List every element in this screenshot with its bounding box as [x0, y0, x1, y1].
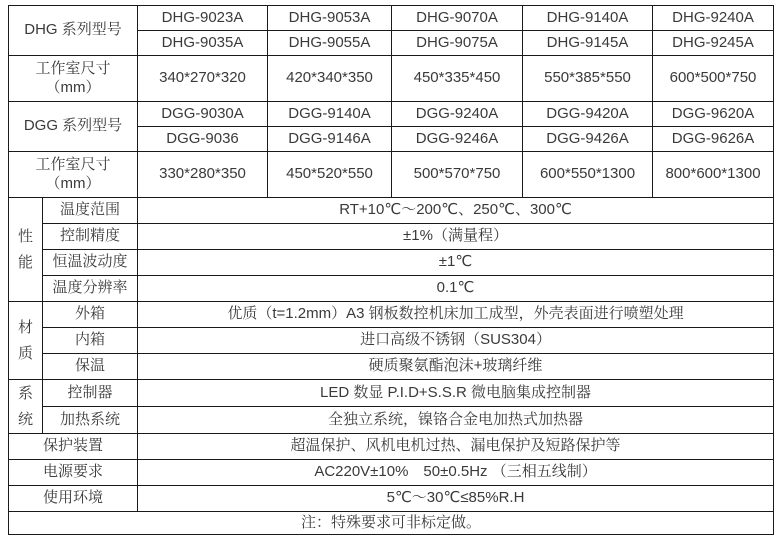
- dhg-size-cell: 340*270*320: [138, 56, 268, 102]
- dhg-model-cell: DHG-9035A: [138, 31, 268, 56]
- spec-value-cell: 进口高级不锈钢（SUS304）: [138, 328, 774, 354]
- dgg-size-cell: 600*550*1300: [523, 152, 653, 198]
- dgg-model-cell: DGG-9146A: [268, 127, 392, 152]
- note-text: 注：特殊要求可非标定做。: [9, 512, 774, 535]
- system-group-text: 系统: [17, 385, 33, 428]
- dgg-size-cell: 330*280*350: [138, 152, 268, 198]
- material-row: [9, 302, 774, 328]
- dhg-size-cell: 600*500*750: [653, 56, 774, 102]
- dhg-series-label: DHG 系列型号: [9, 6, 138, 56]
- protection-row: [9, 434, 774, 460]
- spec-value-cell: RT+10℃～200℃、250℃、300℃: [138, 198, 774, 224]
- dgg-series-label: DGG 系列型号: [9, 102, 138, 152]
- dgg-size-label: [9, 152, 138, 198]
- dgg-model-cell: DGG-9246A: [392, 127, 523, 152]
- dhg-model-cell: DHG-9023A: [138, 6, 268, 31]
- spec-label-cell: 控制器: [43, 380, 138, 407]
- material-group-label: [9, 302, 43, 380]
- dhg-size-label: [9, 56, 138, 102]
- dhg-model-cell: DHG-9140A: [523, 6, 653, 31]
- dgg-model-cell: DGG-9620A: [653, 102, 774, 127]
- size-label-line2: （mm）: [45, 78, 101, 96]
- spec-label-cell: 控制精度: [43, 224, 138, 250]
- performance-row: [9, 224, 774, 250]
- dhg-model-cell: DHG-9075A: [392, 31, 523, 56]
- spec-value-cell: 超温保护、风机电机过热、漏电保护及短路保护等: [138, 434, 774, 460]
- size-label-line1: 工作室尺寸: [35, 155, 111, 173]
- dhg-size-row: [9, 56, 774, 102]
- dgg-model-cell: DGG-9030A: [138, 102, 268, 127]
- dhg-model-cell: DHG-9070A: [392, 6, 523, 31]
- dhg-model-cell: DHG-9245A: [653, 31, 774, 56]
- dgg-size-cell: 800*600*1300: [653, 152, 774, 198]
- spec-value-cell: ±1%（满量程）: [138, 224, 774, 250]
- size-label-line1: 工作室尺寸: [35, 59, 111, 77]
- material-row: [9, 328, 774, 354]
- power-row: [9, 460, 774, 486]
- dgg-model-cell: DGG-9036: [138, 127, 268, 152]
- performance-group-text: 性能: [17, 228, 33, 271]
- spec-value-cell: AC220V±10% 50±0.5Hz （三相五线制）: [138, 460, 774, 486]
- spec-label-cell: 温度分辨率: [43, 276, 138, 302]
- dgg-size-cell: 450*520*550: [268, 152, 392, 198]
- dgg-model-cell: DGG-9426A: [523, 127, 653, 152]
- spec-table: [8, 5, 774, 535]
- environment-row: [9, 486, 774, 512]
- spec-label-cell: 外箱: [43, 302, 138, 328]
- spec-label-cell: 保温: [43, 354, 138, 380]
- spec-label-cell: 加热系统: [43, 407, 138, 434]
- dgg-size-row: [9, 152, 774, 198]
- dgg-model-cell: DGG-9240A: [392, 102, 523, 127]
- dhg-size-cell: 550*385*550: [523, 56, 653, 102]
- spec-label-cell: 恒温波动度: [43, 250, 138, 276]
- spec-value-cell: ±1℃: [138, 250, 774, 276]
- performance-group-label: [9, 198, 43, 302]
- system-row: [9, 407, 774, 434]
- system-row: [9, 380, 774, 407]
- dgg-model-cell: DGG-9626A: [653, 127, 774, 152]
- dhg-size-cell: 450*335*450: [392, 56, 523, 102]
- dhg-size-cell: 420*340*350: [268, 56, 392, 102]
- performance-row: [9, 198, 774, 224]
- dgg-model-cell: DGG-9420A: [523, 102, 653, 127]
- performance-row: [9, 276, 774, 302]
- spec-value-cell: 硬质聚氨酯泡沫+玻璃纤维: [138, 354, 774, 380]
- spec-label-cell: 内箱: [43, 328, 138, 354]
- performance-row: [9, 250, 774, 276]
- dgg-models-row-1: [9, 102, 774, 127]
- spec-value-cell: 优质（t=1.2mm）A3 钢板数控机床加工成型，外壳表面进行喷塑处理: [138, 302, 774, 328]
- spec-label-cell: 温度范围: [43, 198, 138, 224]
- dgg-model-cell: DGG-9140A: [268, 102, 392, 127]
- dhg-model-cell: DHG-9145A: [523, 31, 653, 56]
- spec-value-cell: 5℃～30℃≤85%R.H: [138, 486, 774, 512]
- spec-value-cell: LED 数显 P.I.D+S.S.R 微电脑集成控制器: [138, 380, 774, 407]
- dhg-model-cell: DHG-9053A: [268, 6, 392, 31]
- dhg-model-cell: DHG-9055A: [268, 31, 392, 56]
- size-label-line2: （mm）: [45, 174, 101, 192]
- system-group-label: [9, 380, 43, 434]
- material-row: [9, 354, 774, 380]
- dhg-models-row-1: [9, 6, 774, 31]
- dgg-size-cell: 500*570*750: [392, 152, 523, 198]
- spec-label-cell: 保护装置: [9, 434, 138, 460]
- note-row: [9, 512, 774, 535]
- spec-label-cell: 电源要求: [9, 460, 138, 486]
- material-group-text: 材质: [17, 319, 33, 362]
- spec-label-cell: 使用环境: [9, 486, 138, 512]
- spec-value-cell: 全独立系统，镍铬合金电加热式加热器: [138, 407, 774, 434]
- dhg-model-cell: DHG-9240A: [653, 6, 774, 31]
- spec-value-cell: 0.1℃: [138, 276, 774, 302]
